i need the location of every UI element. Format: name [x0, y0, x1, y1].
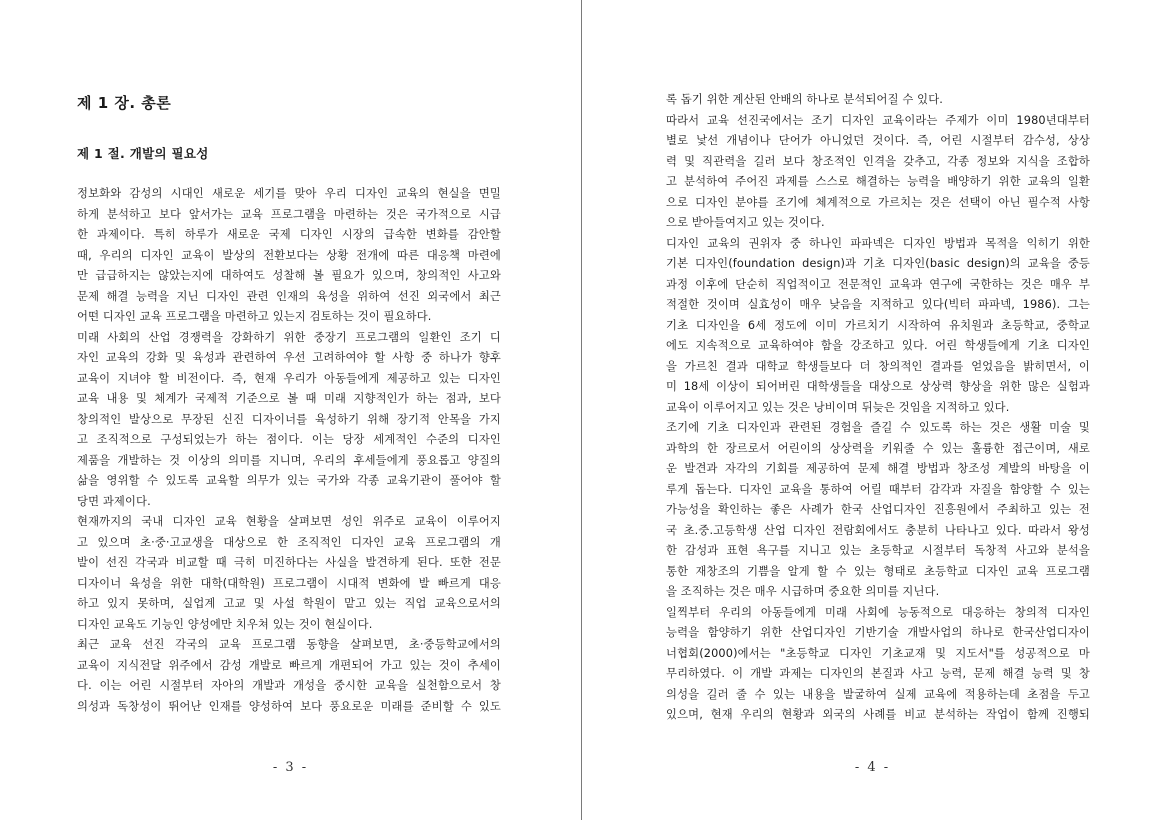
text-line: 하고 있지 못하며, 실업계 고교 및 사설 학원이 맡고 있는 직업 교육으로서의 [77, 597, 501, 610]
text-line: 너협회(2000)에서는 "초등학교 디자인 기초교재 및 지도서"를 성공적으로 마 [666, 646, 1090, 660]
text-line: 과정 이후에 단순히 직업적이고 전문적인 교육과 연구에 국한하는 것은 매우 부 [666, 277, 1090, 291]
chapter-title: 제 1 장. 총론 [77, 94, 172, 112]
text-line: 교육이 이루어지고 있는 것은 낭비이며 뒤늦은 것임을 지적하고 있다. [666, 400, 1010, 414]
text-line: 제품을 개발하는 것 이상의 의미를 지니며, 우리의 후세들에게 풍요롭고 양질의 [77, 453, 501, 467]
text-line: 별로 낯선 개념이나 단어가 아니었던 것이다. 즉, 어린 시절부터 감수성, 상상 [666, 134, 1090, 147]
text-line: 최근 교육 선진 각국의 교육 프로그램 동향을 살펴보면, 초·중등학교에서의 [77, 638, 501, 651]
text-line: 창의적인 발상으로 무장된 신진 디자이너를 육성하기 위해 장기적 안목을 가지 [77, 412, 501, 426]
text-line: 조기에 기초 디자인과 관련된 경험을 즐길 수 있도록 하는 것은 생활 미술 및 [666, 421, 1090, 434]
text-line: 어떤 디자인 교육 프로그램을 마련하고 있는지 검토하는 것이 필요하다. [77, 310, 432, 323]
text-line: 만 급급하지는 않았는지에 대하여도 성찰해 볼 필요가 있으며, 창의적인 사고와 [77, 269, 501, 282]
text-line: 따라서 교육 선진국에서는 조기 디자인 교육이라는 주제가 이미 1980년대부터 [666, 113, 1090, 127]
text-line: 미래 사회의 산업 경쟁력을 강화하기 위한 중장기 프로그램의 일환인 조기 디 [77, 330, 501, 344]
text-line: 때, 우리의 디자인 교육이 발상의 전환보다는 상황 전개에 따른 대응책 마련에 [77, 248, 501, 262]
text-line: 있으며, 현재 우리의 현황과 외국의 사례를 비교 분석하는 작업이 함께 진행되 [666, 708, 1090, 721]
text-line: 과학의 한 장르로서 어린이의 상상력을 키워줄 수 있는 훌륭한 접근이며, 새로 [666, 441, 1090, 455]
text-line: 기초 디자인을 6세 정도에 이미 가르치기 시작하여 유치원과 초등학교, 중학교 [666, 318, 1090, 332]
text-line: 당면 과제이다. [77, 494, 151, 508]
text-line: 록 돕기 위한 계산된 안배의 하나로 분석되어질 수 있다. [666, 93, 944, 106]
page-3 [0, 0, 581, 820]
text-line: 으로 받아들여지고 있는 것이다. [666, 216, 825, 229]
text-line: 한 감성과 표현 욕구를 지니고 있는 초등학교 시절부터 독창적 사고와 분석을 [666, 544, 1090, 557]
text-line: 으로 디자인 분야를 조기에 체계적으로 가르치는 것은 선택이 아닌 필수적 사항 [666, 195, 1090, 209]
text-line: 현재까지의 국내 디자인 교육 현황을 살펴보면 성인 위주로 교육이 이루어지 [77, 515, 501, 528]
text-line: 디자인 교육도 기능인 양성에만 치우쳐 있는 것이 현실이다. [77, 617, 373, 631]
body-text [77, 184, 501, 717]
text-line: 디자이너 육성을 위한 대학(대학원) 프로그램이 시대적 변화에 발 빠르게 대응 [77, 576, 501, 590]
text-line: 다. 이는 어린 시절부터 자아의 개발과 개성을 중시한 교육을 실천함으로서 창 [77, 679, 501, 692]
text-line: 디자인 교육의 권위자 중 하나인 파파넥은 디자인 방법과 목적을 익히기 위한 [666, 236, 1090, 250]
page-number: - 4 - [854, 760, 891, 775]
text-line: 능력을 함양하기 위한 산업디자인 기반기술 개발사업의 하나로 한국산업디자이 [666, 626, 1090, 639]
text-line: 교육 내용 및 체계가 국제적 기준으로 볼 때 미래 지향적인가 하는 점과, 보다 [77, 392, 501, 405]
text-line: 고 분석하여 주어진 과제를 스스로 해결하는 능력을 배양하기 위한 교육의 일환 [666, 175, 1090, 188]
text-line: 문제 해결 능력을 지닌 디자인 관련 인재의 육성을 위하여 선진 외국에서 최근 [77, 289, 501, 303]
text-line: 하게 분석하고 보다 앞서가는 교육 프로그램을 마련하는 것은 국가적으로 시급 [77, 207, 501, 221]
text-line: 무리하였다. 이 개발 과제는 디자인의 본질과 사고 능력, 문제 해결 능력 및 창 [666, 667, 1090, 680]
text-line: 교육이 지녀야 할 비전이다. 즉, 현재 우리가 아동들에게 제공하고 있는 디자인 [77, 371, 501, 385]
page-number: - 3 - [272, 760, 309, 775]
text-line: 일찍부터 우리의 아동들에게 미래 사회에 능동적으로 대응하는 창의적 디자인 [666, 605, 1090, 619]
text-line: 교육이 지식전달 위주에서 감성 개발로 빠르게 개편되어 가고 있는 것이 추세이 [77, 658, 501, 672]
text-line: 한 과제이다. 특히 하루가 새로운 국제 디자인 시장의 급속한 변화를 감안할 [77, 228, 501, 241]
text-line: 정보화와 감성의 시대인 새로운 세기를 맞아 우리 디자인 교육의 현실을 면밀 [77, 187, 501, 200]
text-line: 발이 선진 각국과 비교할 때 극히 미진하다는 사실을 발견하게 된다. 또한 전문 [77, 556, 501, 569]
text-line: 의성을 길러 줄 수 있는 내용을 발굴하여 실제 교육에 적용하는데 초점을 두고 [666, 687, 1090, 701]
text-line: 의성과 독창성이 뛰어난 인재를 양성하여 보다 풍요로운 미래를 준비할 수 있도 [77, 699, 501, 713]
body-text [666, 90, 1090, 726]
text-line: 력 및 직관력을 길러 보다 창조적인 인격을 갖추고, 각종 정보와 지식을 조합하 [666, 154, 1090, 168]
text-line: 을 조직하는 것은 매우 시급하며 중요한 의미를 지닌다. [666, 585, 940, 598]
text-line: 에도 지속적으로 교육하여야 함을 강조하고 있다. 어린 학생들에게 기초 디자인 [666, 339, 1090, 352]
text-line: 미 18세 이상이 되어버린 대학생들을 대상으로 상상력 향상을 위한 많은 실험과 [666, 380, 1090, 393]
text-line: 을 가르친 결과 대학교 학생들보다 더 창의적인 결과를 얻었음을 밝히면서, 이 [666, 359, 1090, 373]
text-line: 국 초.중.고등학생 산업 디자인 전람회에서도 충분히 나타나고 있다. 따라서 왕성 [666, 523, 1090, 537]
section-title: 제 1 절. 개발의 필요성 [77, 146, 209, 161]
text-line: 루게 돕는다. 디자인 교육을 통하여 어릴 때부터 감각과 자질을 함양할 수 있는 [666, 482, 1090, 496]
text-line: 기본 디자인(foundation design)과 기초 디자인(basic design)의 교육을 중등 [666, 257, 1090, 270]
text-line: 가능성을 확인하는 좋은 사례가 한국 산업디자인 진흥원에서 주최하고 있는 전 [666, 503, 1090, 516]
text-line: 고 있으며 초·중·고교생을 대상으로 한 조직적인 디자인 교육 프로그램의 개 [77, 535, 501, 549]
text-line: 통한 재창조의 기쁨을 알게 할 수 있는 형태로 초등학교 디자인 교육 프로그램 [666, 564, 1090, 578]
text-line: 적절한 것이며 실효성이 매우 낮음을 지적하고 있다(빅터 파파넥, 1986). 그는 [666, 298, 1090, 311]
text-line: 삶을 영위할 수 있도록 교육할 의무가 있는 국가와 각종 교육기관이 풀어야 할 [77, 474, 501, 487]
text-line: 자인 교육의 강화 및 육성과 관련하여 우선 고려하여야 할 사항 중 하나가 향후 [77, 351, 501, 364]
text-line: 운 발견과 자각의 기회를 제공하여 문제 해결 방법과 창조성 계발의 바탕을 이 [666, 462, 1090, 475]
page-4 [582, 0, 1163, 820]
text-line: 고 조직적으로 구성되었는가 하는 점이다. 이는 당장 세계적인 수준의 디자인 [77, 433, 501, 446]
